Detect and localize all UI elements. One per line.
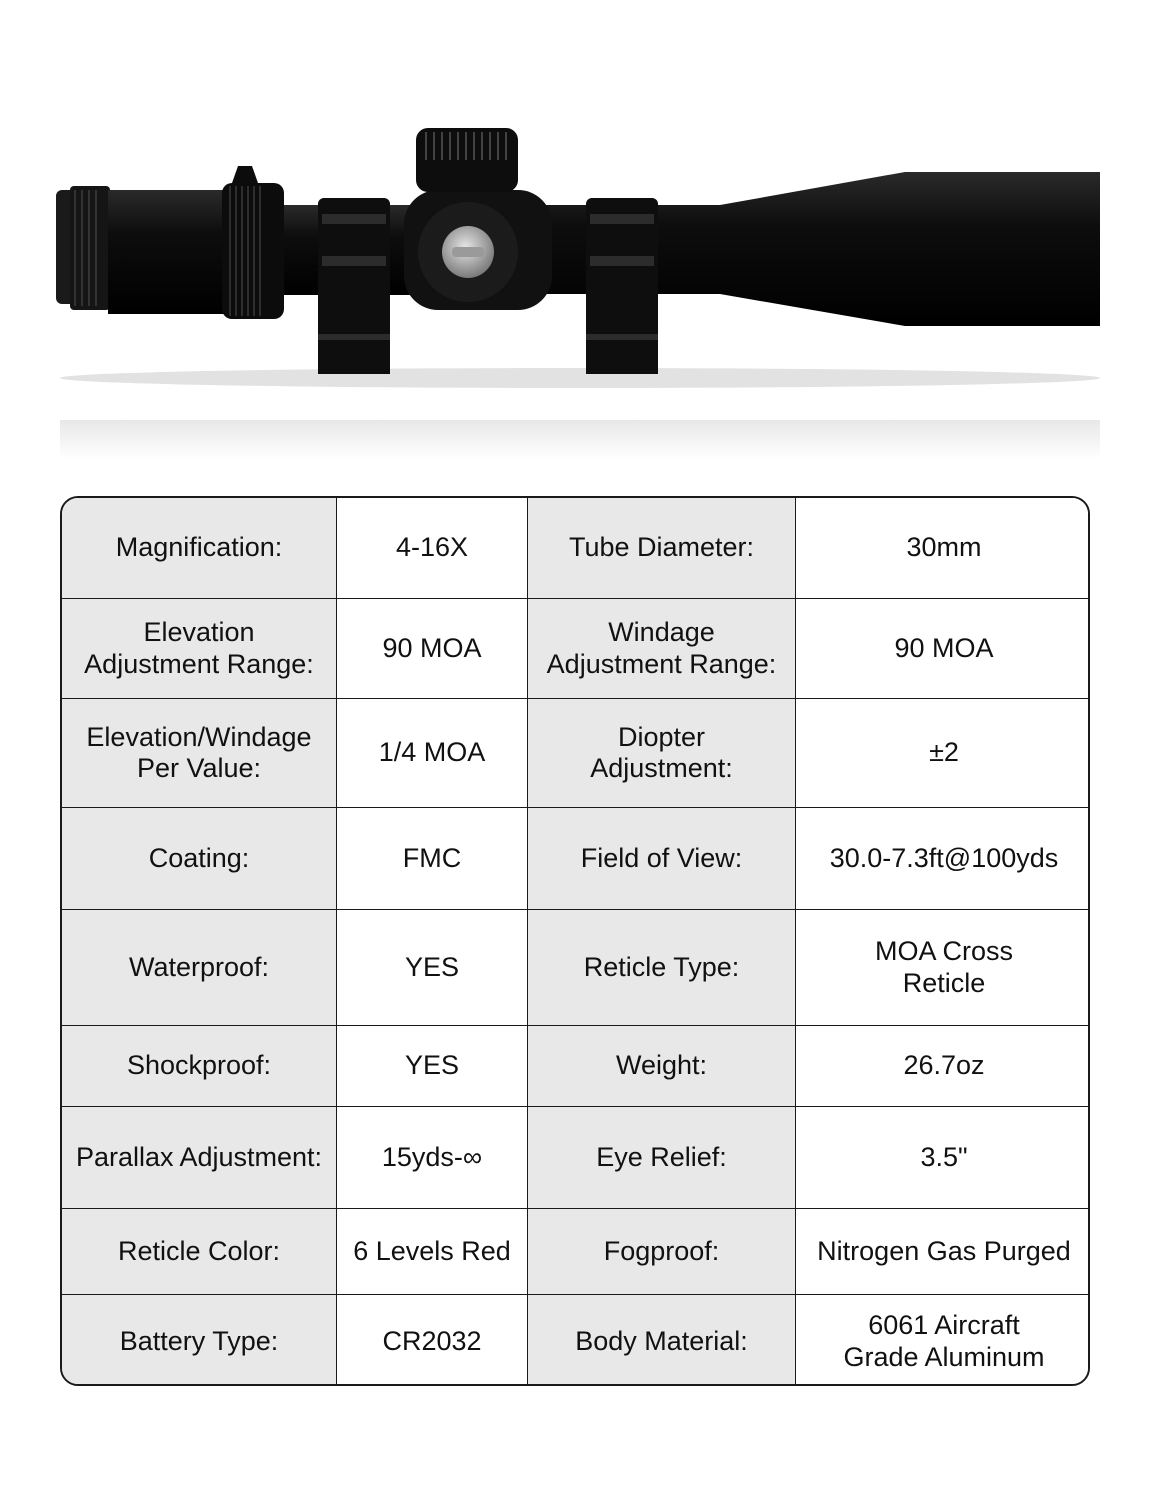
spec-label: Field of View: — [527, 808, 795, 909]
table-row — [62, 598, 1088, 698]
spec-label: Windage Adjustment Range: — [527, 599, 795, 698]
spec-label: Parallax Adjustment: — [62, 1107, 336, 1208]
spec-value: 6 Levels Red — [336, 1209, 527, 1294]
spec-value: 26.7oz — [795, 1026, 1090, 1106]
spec-label: Coating: — [62, 808, 336, 909]
table-row — [62, 1208, 1088, 1294]
spec-value: CR2032 — [336, 1295, 527, 1386]
spec-value: 15yds-∞ — [336, 1107, 527, 1208]
table-row — [62, 498, 1088, 598]
spec-label: Elevation/Windage Per Value: — [62, 699, 336, 807]
spec-value: 4-16X — [336, 498, 527, 598]
spec-label: Reticle Type: — [527, 910, 795, 1025]
spec-value: 1/4 MOA — [336, 699, 527, 807]
spec-value: 3.5" — [795, 1107, 1090, 1208]
spec-value: 90 MOA — [336, 599, 527, 698]
spec-value: 30.0-7.3ft@100yds — [795, 808, 1090, 909]
product-image — [0, 0, 1150, 480]
spec-label: Battery Type: — [62, 1295, 336, 1386]
spec-value: MOA Cross Reticle — [795, 910, 1090, 1025]
spec-label: Elevation Adjustment Range: — [62, 599, 336, 698]
spec-label: Body Material: — [527, 1295, 795, 1386]
spec-label: Reticle Color: — [62, 1209, 336, 1294]
spec-label: Fogproof: — [527, 1209, 795, 1294]
table-row — [62, 1106, 1088, 1208]
spec-value: FMC — [336, 808, 527, 909]
spec-label: Tube Diameter: — [527, 498, 795, 598]
spec-value: YES — [336, 910, 527, 1025]
spec-label: Shockproof: — [62, 1026, 336, 1106]
rifle-scope-icon — [0, 0, 1150, 480]
specifications-table — [60, 496, 1090, 1386]
spec-value: Nitrogen Gas Purged — [795, 1209, 1090, 1294]
spec-label: Diopter Adjustment: — [527, 699, 795, 807]
table-row — [62, 1294, 1088, 1386]
spec-label: Eye Relief: — [527, 1107, 795, 1208]
table-row — [62, 1025, 1088, 1106]
spec-label: Waterproof: — [62, 910, 336, 1025]
spec-label: Magnification: — [62, 498, 336, 598]
spec-value: 6061 Aircraft Grade Aluminum — [795, 1295, 1090, 1386]
spec-value: 90 MOA — [795, 599, 1090, 698]
spec-value: 30mm — [795, 498, 1090, 598]
spec-value: YES — [336, 1026, 527, 1106]
table-row — [62, 807, 1088, 909]
spec-label: Weight: — [527, 1026, 795, 1106]
table-row — [62, 698, 1088, 807]
table-row — [62, 909, 1088, 1025]
spec-value: ±2 — [795, 699, 1090, 807]
